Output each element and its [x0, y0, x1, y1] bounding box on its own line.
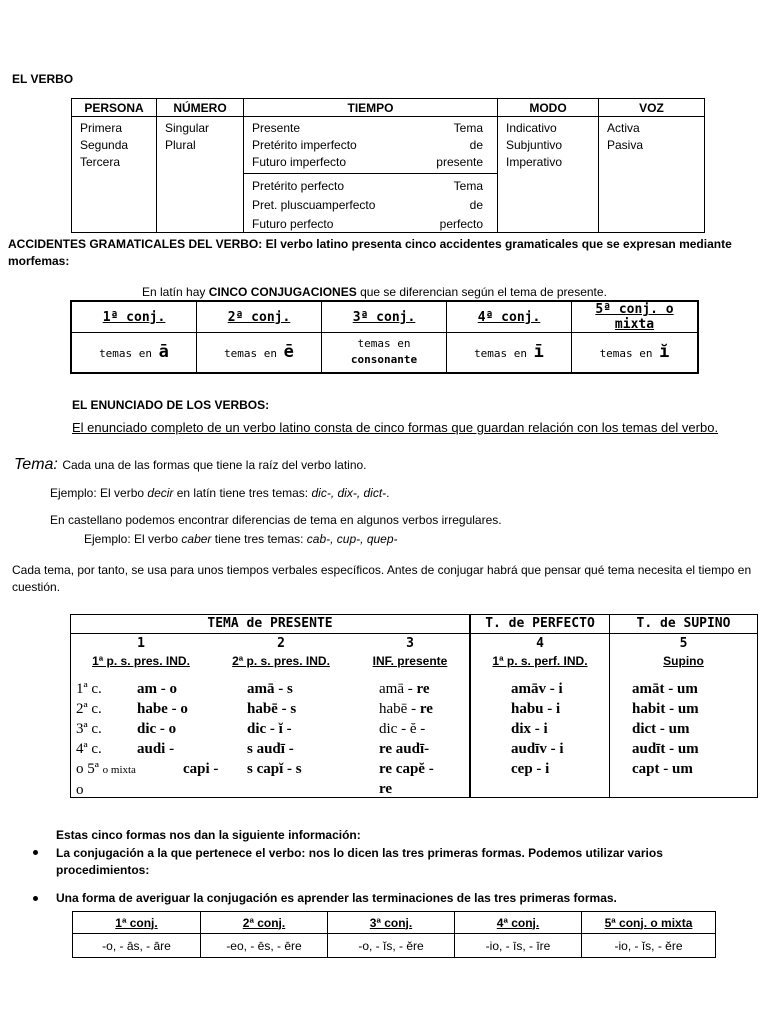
col-subheader: Supino [663, 654, 704, 668]
term-header: 2ª conj. [201, 912, 328, 934]
conj-header: 4ª conj. [447, 301, 572, 333]
ejemplo-verb: caber [181, 532, 212, 546]
tema-label: Tema [453, 179, 483, 193]
tema-cell [572, 333, 699, 373]
verb-form: dict - um [632, 721, 690, 737]
cada-tema-paragraph: Cada tema, por tanto, se usa para unos tiempos verbales específicos. Antes de conjugar habrá que pensar qué tema necesita el tiempo en cuestión. [12, 563, 752, 594]
numero-item: Singular [165, 121, 210, 135]
ejemplo-forms: dic-, dix-, dict- [311, 486, 387, 500]
conj-header: 3ª conj. [322, 301, 447, 333]
tema-cell [447, 333, 572, 373]
header-voz: VOZ [599, 99, 705, 117]
ejemplo-decir [50, 486, 390, 500]
castellano-line: En castellano podemos encontrar diferencias de tema en algunos verbos irregulares. [50, 513, 502, 527]
cinco-bold: CINCO CONJUGACIONES [208, 285, 357, 299]
col-subheader: 2ª p. s. pres. IND. [232, 654, 330, 668]
bullet-icon [33, 850, 38, 855]
tema-letter: ā [158, 342, 169, 363]
estas-formas: Estas cinco formas nos dan la siguiente información: [56, 828, 361, 842]
bullet-conjugacion: La conjugación a la que pertenece el verbo: nos lo dicen las tres primeras formas. Podemos utilizar varios procedimientos: [56, 846, 663, 877]
conj-header: 2ª conj. [197, 301, 322, 333]
persona-item: Segunda [80, 138, 129, 152]
col-subheader: 1ª p. s. perf. IND. [492, 654, 588, 668]
conj-label: 4ª c. [76, 741, 102, 757]
ejemplo-verb: decir [147, 486, 174, 500]
tiempo-item: Pretérito perfecto [252, 179, 345, 193]
verb-form: habit - um [632, 701, 699, 717]
verb-form: habē - s [247, 701, 297, 717]
tema-prefix: temas en [99, 347, 153, 361]
col-number: 1 [137, 636, 145, 651]
tiempo-item: Pretérito imperfecto [252, 138, 357, 152]
conj-label: o [76, 782, 84, 798]
tema-label: presente [436, 155, 483, 169]
col4-forms [511, 679, 564, 779]
verb-stem: habē - [379, 701, 420, 717]
verb-ending: re audī- [379, 741, 430, 757]
bullet-icon [33, 896, 38, 901]
numero-item: Plural [165, 138, 196, 152]
modo-cell [498, 117, 599, 233]
conjugaciones-table [70, 300, 699, 374]
tiempo-cell [244, 117, 498, 233]
temas-table [70, 614, 758, 798]
mixta-label: o mixta [102, 764, 136, 776]
term-header: 1ª conj. [73, 912, 201, 934]
tema-letter: ĭ [659, 342, 670, 363]
col-number: 5 [679, 636, 688, 651]
verb-ending: re [416, 681, 430, 697]
modo-item: Indicativo [506, 121, 557, 135]
tema-label-word: Tema: [14, 456, 58, 473]
tiempo-item: Pret. pluscuamperfecto [252, 198, 376, 212]
col2-forms [247, 679, 302, 779]
group-header-supino: T. de SUPINO [636, 616, 731, 631]
voz-item: Pasiva [607, 138, 644, 152]
col5-forms [632, 679, 699, 779]
tema-definition: Cada una de las formas que tiene la raíz del verbo latino. [62, 458, 367, 472]
tema-cell [71, 333, 197, 373]
verb-ending: re capĕ - [379, 761, 434, 777]
verb-form: habe - o [137, 701, 188, 717]
term-header: 4ª conj. [455, 912, 582, 934]
modo-item: Subjuntivo [506, 138, 563, 152]
ejemplo-mid: en latín tiene tres temas: [173, 486, 312, 500]
verb-stem: dic - ĕ - [379, 721, 426, 737]
tema-letter: ē [283, 342, 294, 363]
verb-form: dic - ĭ - [247, 721, 292, 737]
verb-ending: re [419, 701, 433, 717]
verb-form: cep - i [511, 761, 550, 777]
verb-form: amāt - um [632, 681, 698, 697]
conj-label: 2ª c. [76, 701, 102, 717]
verb-form: dic - o [137, 721, 177, 737]
term-header: 3ª conj. [328, 912, 455, 934]
verb-form: audi - [137, 741, 175, 757]
bullet-terminaciones: Una forma de averiguar la conjugación es aprender las terminaciones de las tres primeras formas. [56, 891, 617, 905]
numero-cell [157, 117, 244, 233]
col-number: 2 [277, 636, 285, 651]
term-header: 5ª conj. o mixta [582, 912, 716, 934]
verb-form: s audī - [247, 741, 294, 757]
conj-label: o 5ª [76, 761, 99, 777]
tema-prefix: temas en [357, 337, 411, 351]
cinco-conjugaciones-line [142, 285, 607, 299]
persona-cell [72, 117, 157, 233]
verb-form: am - o [137, 681, 177, 697]
ejemplo-caber [84, 532, 398, 546]
ejemplo-pre: Ejemplo: El verbo [50, 486, 148, 500]
tema-line [14, 456, 367, 474]
tema-prefix: temas en [224, 347, 278, 361]
ejemplo-mid: tiene tres temas: [211, 532, 307, 546]
tema-label: Tema [453, 121, 483, 135]
term-value: -o, - ās, - āre [73, 934, 201, 958]
modo-item: Imperativo [506, 155, 563, 169]
tema-label: de [469, 198, 483, 212]
col-subheader: INF. presente [372, 654, 448, 668]
tiempo-item: Presente [252, 121, 301, 135]
cinco-post: que se diferencian según el tema de presente. [356, 285, 607, 299]
page-title: EL VERBO [12, 72, 74, 86]
voz-cell [599, 117, 705, 233]
tema-prefix: temas en [599, 347, 653, 361]
ejemplo-end: . [386, 486, 390, 500]
verb-form: amāv - i [511, 681, 563, 697]
tema-label: perfecto [439, 217, 483, 231]
term-value: -io, - ĭs, - ĕre [582, 934, 716, 958]
terminaciones-table [72, 911, 716, 958]
verb-form: s capĭ - s [247, 761, 302, 777]
term-value: -eo, - ēs, - ēre [201, 934, 328, 958]
verb-form: habu - i [511, 701, 561, 717]
tema-prefix: temas en [474, 347, 528, 361]
col-number: 3 [406, 636, 414, 651]
conj-label: 3ª c. [76, 721, 102, 737]
verb-form: audīt - um [632, 741, 699, 757]
accidentes-paragraph: ACCIDENTES GRAMATICALES DEL VERBO: El verbo latino presenta cinco accidentes gramaticales que se expresan mediante morfemas: [8, 237, 732, 268]
verb-form: amā - s [247, 681, 293, 697]
header-persona: PERSONA [72, 99, 157, 117]
term-value: -o, - ĭs, - ĕre [328, 934, 455, 958]
col-subheader: 1ª p. s. pres. IND. [92, 654, 190, 668]
header-tiempo: TIEMPO [244, 99, 498, 117]
tema-cell [322, 333, 447, 373]
conj-labels [76, 679, 136, 800]
col1-forms [137, 679, 218, 779]
tiempo-presente-group [244, 117, 497, 174]
voz-item: Activa [607, 121, 640, 135]
verb-form: capi - [183, 761, 219, 777]
conj-header: 1ª conj. [71, 301, 197, 333]
verb-accidents-table [71, 98, 705, 233]
verb-form: dix - i [511, 721, 548, 737]
tiempo-item: Futuro perfecto [252, 217, 334, 231]
ejemplo-forms: cab-, cup-, quep- [306, 532, 398, 546]
col3-forms [379, 679, 434, 799]
enunciado-title: EL ENUNCIADO DE LOS VERBOS: [72, 398, 270, 412]
conj-label: 1ª c. [76, 681, 102, 697]
ejemplo-pre: Ejemplo: El verbo [84, 532, 182, 546]
persona-item: Primera [80, 121, 123, 135]
group-header-perfecto: T. de PERFECTO [485, 616, 595, 631]
tiempo-item: Futuro imperfecto [252, 155, 347, 169]
tema-consonante: consonante [350, 353, 418, 367]
enunciado-text: El enunciado completo de un verbo latino consta de cinco formas que guardan relación con los temas del verbo. [72, 420, 719, 435]
persona-item: Tercera [80, 155, 121, 169]
header-numero: NÚMERO [157, 99, 244, 117]
header-modo: MODO [498, 99, 599, 117]
cinco-pre: En latín hay [142, 285, 209, 299]
group-header-presente: TEMA de PRESENTE [207, 616, 333, 631]
tema-label: de [469, 138, 483, 152]
tema-letter: ī [533, 342, 544, 363]
tiempo-perfecto-group [244, 174, 497, 232]
conj-header: 5ª conj. o mixta [572, 301, 699, 333]
term-value: -io, - īs, - īre [455, 934, 582, 958]
tema-cell [197, 333, 322, 373]
verb-form: capt - um [632, 761, 693, 777]
verb-ending: re [379, 781, 393, 797]
col-number: 4 [536, 636, 544, 651]
verb-stem: amā - [379, 681, 417, 697]
verb-form: audīv - i [511, 741, 564, 757]
